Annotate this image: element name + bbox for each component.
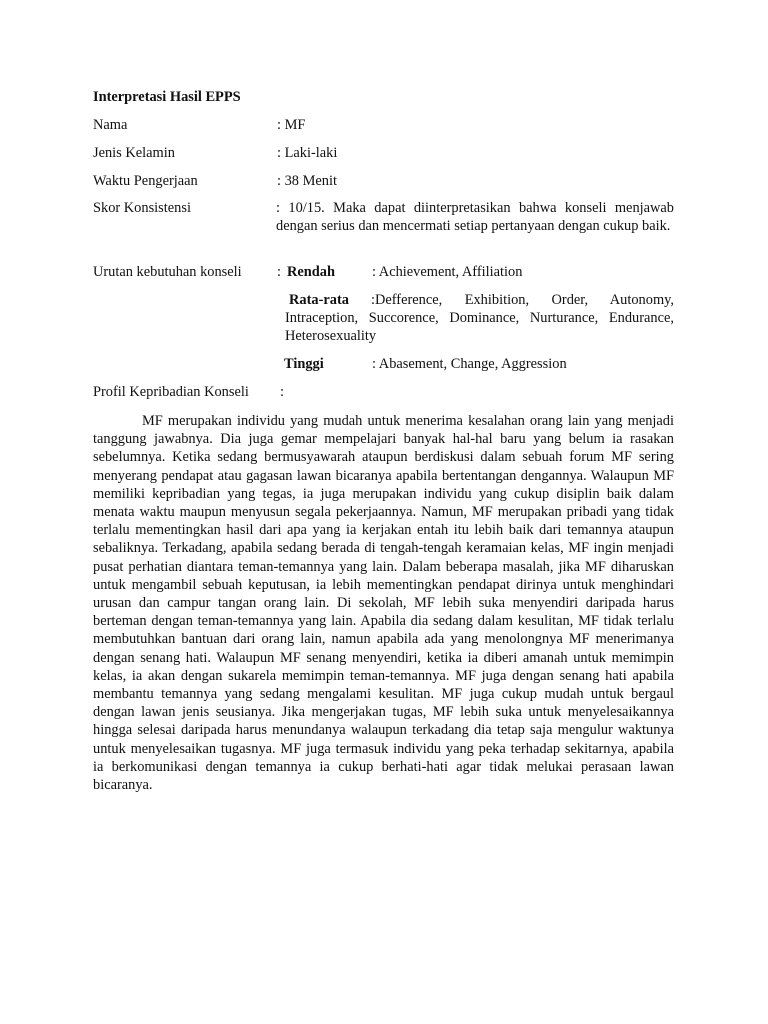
field-value-nama: : MF — [277, 117, 306, 133]
document-title: Interpretasi Hasil EPPS — [93, 89, 241, 105]
level-name-tinggi: Tinggi — [284, 356, 324, 372]
field-label-jenis-kelamin: Jenis Kelamin — [93, 145, 175, 161]
field-label-waktu-pengerjaan: Waktu Pengerjaan — [93, 173, 198, 189]
profile-label: Profil Kepribadian Konseli — [93, 384, 249, 400]
level-name-rendah: Rendah — [287, 264, 335, 280]
level-items-rendah: : Achievement, Affiliation — [372, 264, 523, 280]
needs-colon: : — [277, 264, 281, 280]
level-items-tinggi: : Abasement, Change, Aggression — [372, 356, 567, 372]
field-value-skor-konsistensi: : 10/15. Maka dapat diinterpretasikan bahwa konseli menjawab dengan serius dan mencermati setiap pertanyaan dengan cukup baik. — [276, 200, 674, 234]
level-items-rata-rata: :Defference, Exhibition, Order, Autonomy, Intraception, Succorence, Dominance, Nurturance, Endurance, Heterosexuality — [285, 292, 674, 344]
profile-colon: : — [280, 384, 284, 400]
needs-label: Urutan kebutuhan konseli — [93, 264, 242, 280]
profile-paragraph: MF merupakan individu yang mudah untuk menerima kesalahan orang lain yang menjadi tanggung jawabnya. Dia juga gemar mempelajari banyak hal-hal baru yang belum ia rasakan sebelumnya. Ketika sedang bermusyawarah ataupun berdiskusi dalam sebuah forum MF sering menyerang pendapat atau gagasan lawan bicaranya apabila bertentangan dengannya. Walaupun MF memiliki kepribadian yang tegas, ia juga merupakan individu yang cukup disiplin baik dalam menata waktu maupun menyusun segala pekerjaannya. Namun, MF merupakan pribadi yang tidak terlalu mementingkan hasil dari apa yang ia kerjakan entah itu lebih baik dari temannya ataupun sebaliknya. Terkadang, apabila sedang berada di tengah-tengah keramaian kelas, MF ingin menjadi pusat perhatian diantara teman-temannya yang lain. Dalam beberapa masalah, jika MF diharuskan untuk mengambil sebuah keputusan, ia lebih mementingkan pendapat dirinya untuk menghindari urusan dan campur tangan orang lain. Di sekolah, MF lebih suka menyendiri daripada harus berteman dengan teman-temannya yang lain. Apabila dia sedang dalam kesulitan, MF tidak terlalu membutuhkan bantuan dari orang lain, namun apabila ada yang menolongnya MF menerimanya dengan senang hati. Walaupun MF senang menyendiri, ketika ia diberi amanah untuk memimpin kelas, ia akan dengan sukarela memimpin teman-temannya. MF juga dengan senang hati apabila membantu temannya yang sedang mengalami kesulitan. MF juga cukup mudah untuk bergaul dengan lawan jenis seusianya. Jika mengerjakan tugas, MF lebih suka untuk menyelesaikannya hingga selesai daripada harus menundanya walaupun terkadang dia tetap saja mengulur waktunya untuk menyelesaikan tugasnya. MF juga termasuk individu yang peka terhadap sekitarnya, apabila ia berkomunikasi dengan temannya ia cukup berhati-hati agar tidak melukai perasaan lawan bicaranya. — [93, 413, 674, 794]
field-value-waktu-pengerjaan: : 38 Menit — [277, 173, 337, 189]
field-value-jenis-kelamin: : Laki-laki — [277, 145, 338, 161]
field-label-skor-konsistensi: Skor Konsistensi — [93, 200, 191, 216]
field-label-nama: Nama — [93, 117, 128, 133]
level-name-rata-rata: Rata-rata — [289, 292, 349, 308]
